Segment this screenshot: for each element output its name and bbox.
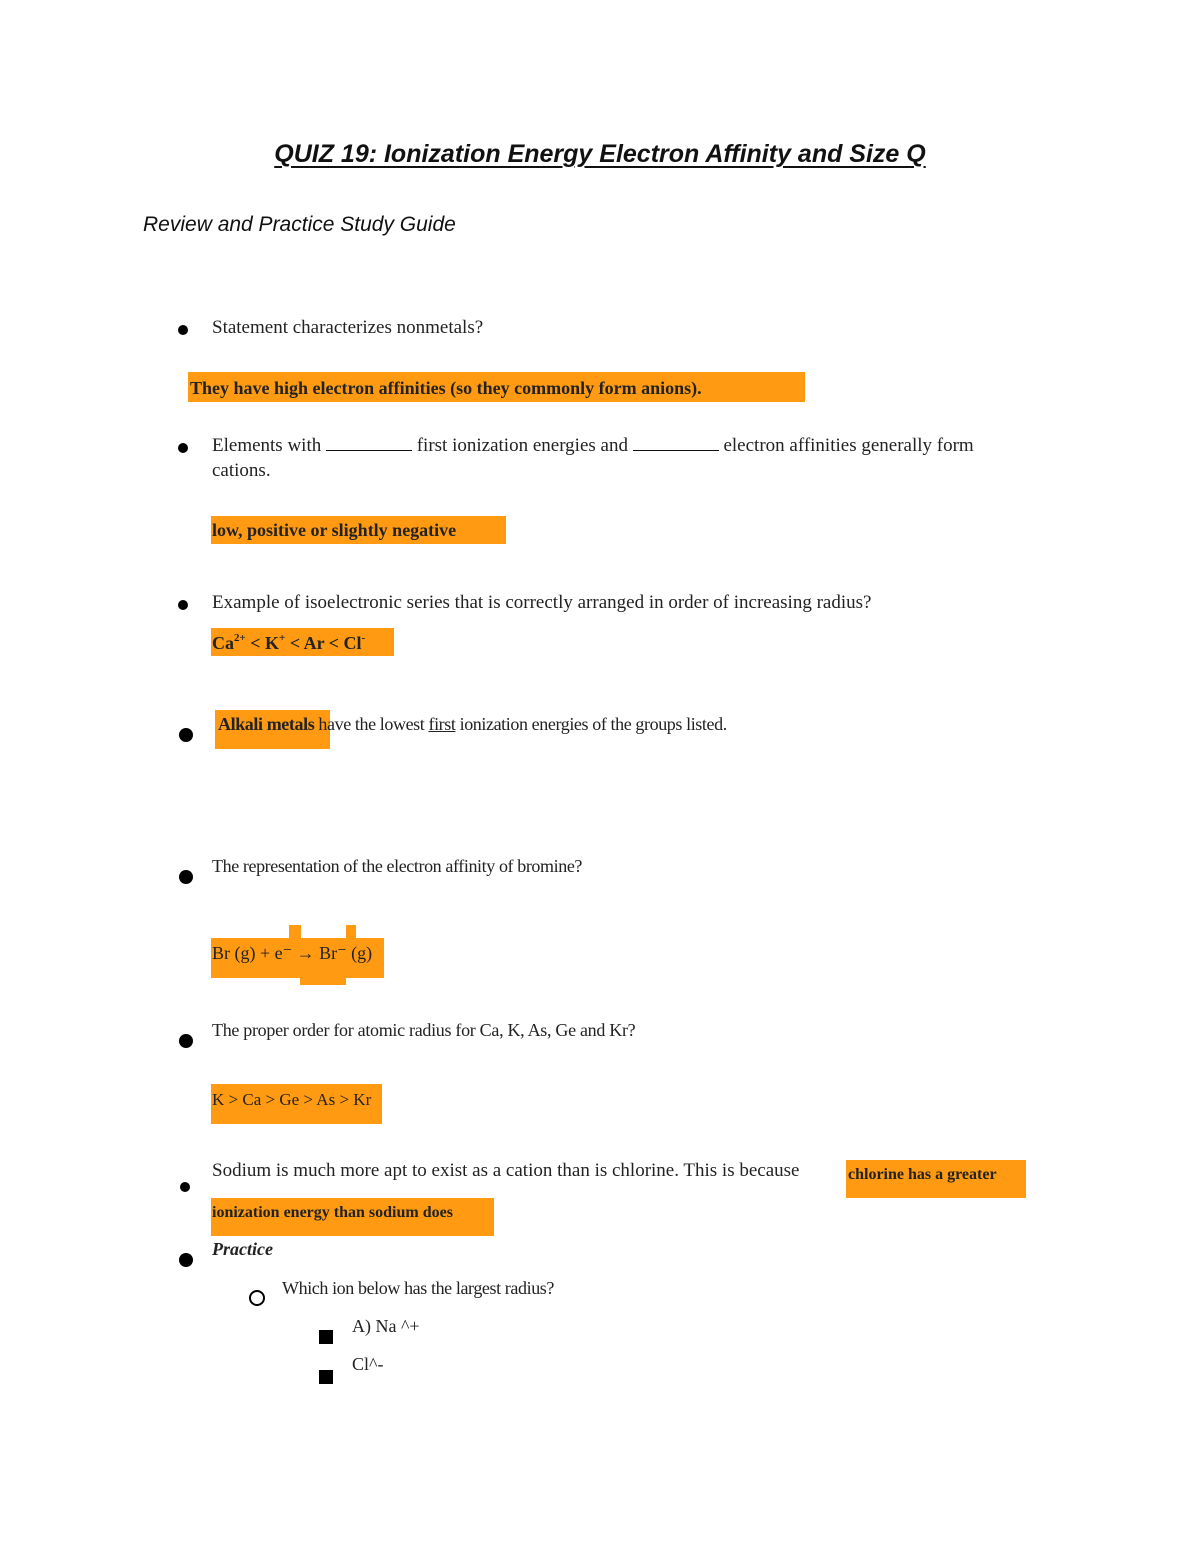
bullet-icon bbox=[178, 443, 188, 453]
question-2-part2: first ionization energies and bbox=[416, 435, 628, 456]
answer-6: K > Ca > Ge > As > Kr bbox=[212, 1090, 372, 1109]
question-6: The proper order for atomic radius for Ca, K, As, Ge and Kr? bbox=[212, 1020, 636, 1040]
bullet-icon bbox=[179, 1253, 193, 1267]
page-subtitle: Review and Practice Study Guide bbox=[143, 213, 456, 236]
answer-3 bbox=[212, 631, 365, 655]
circle-bullet-icon bbox=[249, 1290, 265, 1306]
bullet-icon bbox=[180, 1182, 190, 1192]
question-2-line2: cations. bbox=[212, 460, 271, 481]
answer-3-k: < K bbox=[245, 633, 280, 653]
statement-4-text-a: have the lowest bbox=[318, 714, 425, 734]
answer-highlight-tab bbox=[289, 925, 301, 939]
question-5: The representation of the electron affinity of bromine? bbox=[212, 856, 583, 876]
answer-7-line1: chlorine has a greater bbox=[848, 1166, 997, 1183]
bullet-icon bbox=[178, 600, 188, 610]
square-bullet-icon bbox=[319, 1370, 333, 1384]
answer-7-line2: ionization energy than sodium does bbox=[212, 1204, 453, 1221]
practice-question: Which ion below has the largest radius? bbox=[282, 1278, 554, 1298]
answer-3-k-charge: + bbox=[279, 632, 286, 644]
answer-highlight-tab bbox=[346, 925, 356, 939]
statement-4-first: first bbox=[428, 714, 456, 734]
statement-4 bbox=[218, 712, 727, 736]
answer-2: low, positive or slightly negative bbox=[212, 520, 457, 540]
answer-5: Br (g) + e⁻ → Br⁻ (g) bbox=[212, 943, 373, 963]
answer-3-ca: Ca bbox=[212, 633, 234, 653]
practice-option-b: Cl^- bbox=[352, 1354, 384, 1374]
question-2-part1: Elements with bbox=[212, 435, 322, 456]
answer-4: Alkali metals bbox=[218, 714, 315, 734]
question-2-line1 bbox=[212, 434, 974, 458]
question-7: Sodium is much more apt to exist as a cation than is chlorine. This is because bbox=[212, 1160, 800, 1181]
answer-blank bbox=[633, 450, 719, 451]
answer-1: They have high electron affinities (so they commonly form anions). bbox=[190, 378, 702, 398]
question-1: Statement characterizes nonmetals? bbox=[212, 317, 484, 338]
practice-option-a: A) Na ^+ bbox=[352, 1316, 420, 1336]
answer-3-rest: < Ar < Cl bbox=[285, 633, 362, 653]
bullet-icon bbox=[179, 728, 193, 742]
answer-3-ca-charge: 2+ bbox=[234, 632, 246, 644]
bullet-icon bbox=[179, 870, 193, 884]
answer-highlight-tab bbox=[300, 976, 346, 985]
bullet-icon bbox=[178, 325, 188, 335]
statement-4-text-b: ionization energies of the groups listed. bbox=[459, 714, 727, 734]
answer-blank bbox=[326, 450, 412, 451]
question-2-part3: electron affinities generally form bbox=[723, 435, 974, 456]
answer-3-cl-charge: - bbox=[361, 632, 366, 644]
practice-heading: Practice bbox=[212, 1239, 273, 1259]
square-bullet-icon bbox=[319, 1330, 333, 1344]
question-3: Example of isoelectronic series that is correctly arranged in order of increasing radius? bbox=[212, 592, 872, 613]
bullet-icon bbox=[179, 1034, 193, 1048]
page-title: QUIZ 19: Ionization Energy Electron Affinity and Size Q bbox=[274, 140, 926, 168]
